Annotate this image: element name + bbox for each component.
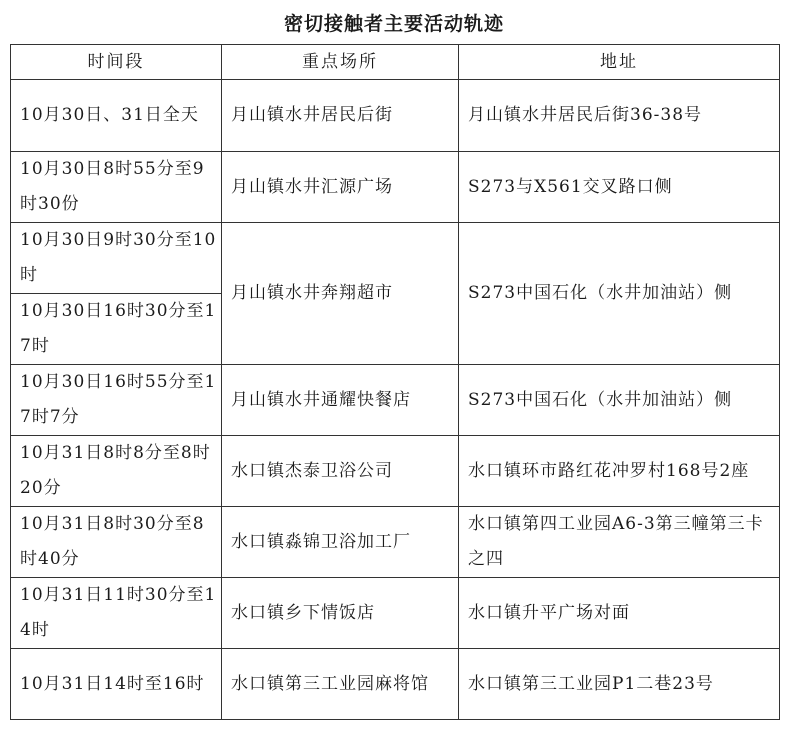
table-row xyxy=(11,578,780,649)
place-cell: 月山镇水井奔翔超市 xyxy=(222,223,459,365)
address-cell: 水口镇升平广场对面 xyxy=(459,578,780,649)
table-row xyxy=(11,152,780,223)
address-cell: 月山镇水井居民后街36-38号 xyxy=(459,80,780,152)
time-cell: 10月31日11时30分至14时 xyxy=(11,578,222,649)
address-cell: 水口镇第三工业园P1二巷23号 xyxy=(459,649,780,720)
table-row xyxy=(11,507,780,578)
table-row xyxy=(11,365,780,436)
place-cell: 月山镇水井通耀快餐店 xyxy=(222,365,459,436)
place-cell: 水口镇杰泰卫浴公司 xyxy=(222,436,459,507)
time-cell: 10月30日8时55分至9时30份 xyxy=(11,152,222,223)
time-cell: 10月30日16时30分至17时 xyxy=(11,294,222,365)
activity-trace-table xyxy=(10,44,780,720)
address-cell: S273中国石化（水井加油站）侧 xyxy=(459,365,780,436)
table-row xyxy=(11,436,780,507)
time-cell: 10月31日8时8分至8时20分 xyxy=(11,436,222,507)
address-cell: S273中国石化（水井加油站）侧 xyxy=(459,223,780,365)
time-cell: 10月31日8时30分至8时40分 xyxy=(11,507,222,578)
place-cell: 月山镇水井居民后街 xyxy=(222,80,459,152)
address-cell: 水口镇第四工业园A6-3第三幢第三卡之四 xyxy=(459,507,780,578)
time-cell: 10月30日9时30分至10时 xyxy=(11,223,222,294)
place-cell: 水口镇乡下情饭店 xyxy=(222,578,459,649)
header-time-period: 时间段 xyxy=(11,45,222,80)
header-key-location: 重点场所 xyxy=(222,45,459,80)
time-cell: 10月30日16时55分至17时7分 xyxy=(11,365,222,436)
place-cell: 水口镇淼锦卫浴加工厂 xyxy=(222,507,459,578)
header-address: 地址 xyxy=(459,45,780,80)
document-title: 密切接触者主要活动轨迹 xyxy=(283,13,504,35)
place-cell: 月山镇水井汇源广场 xyxy=(222,152,459,223)
table-row xyxy=(11,649,780,720)
table-header-row xyxy=(11,45,780,80)
table-row xyxy=(11,80,780,152)
time-cell: 10月31日14时至16时 xyxy=(11,649,222,720)
time-cell: 10月30日、31日全天 xyxy=(11,80,222,152)
address-cell: 水口镇环市路红花冲罗村168号2座 xyxy=(459,436,780,507)
table-row xyxy=(11,223,780,294)
address-cell: S273与X561交叉路口侧 xyxy=(459,152,780,223)
place-cell: 水口镇第三工业园麻将馆 xyxy=(222,649,459,720)
